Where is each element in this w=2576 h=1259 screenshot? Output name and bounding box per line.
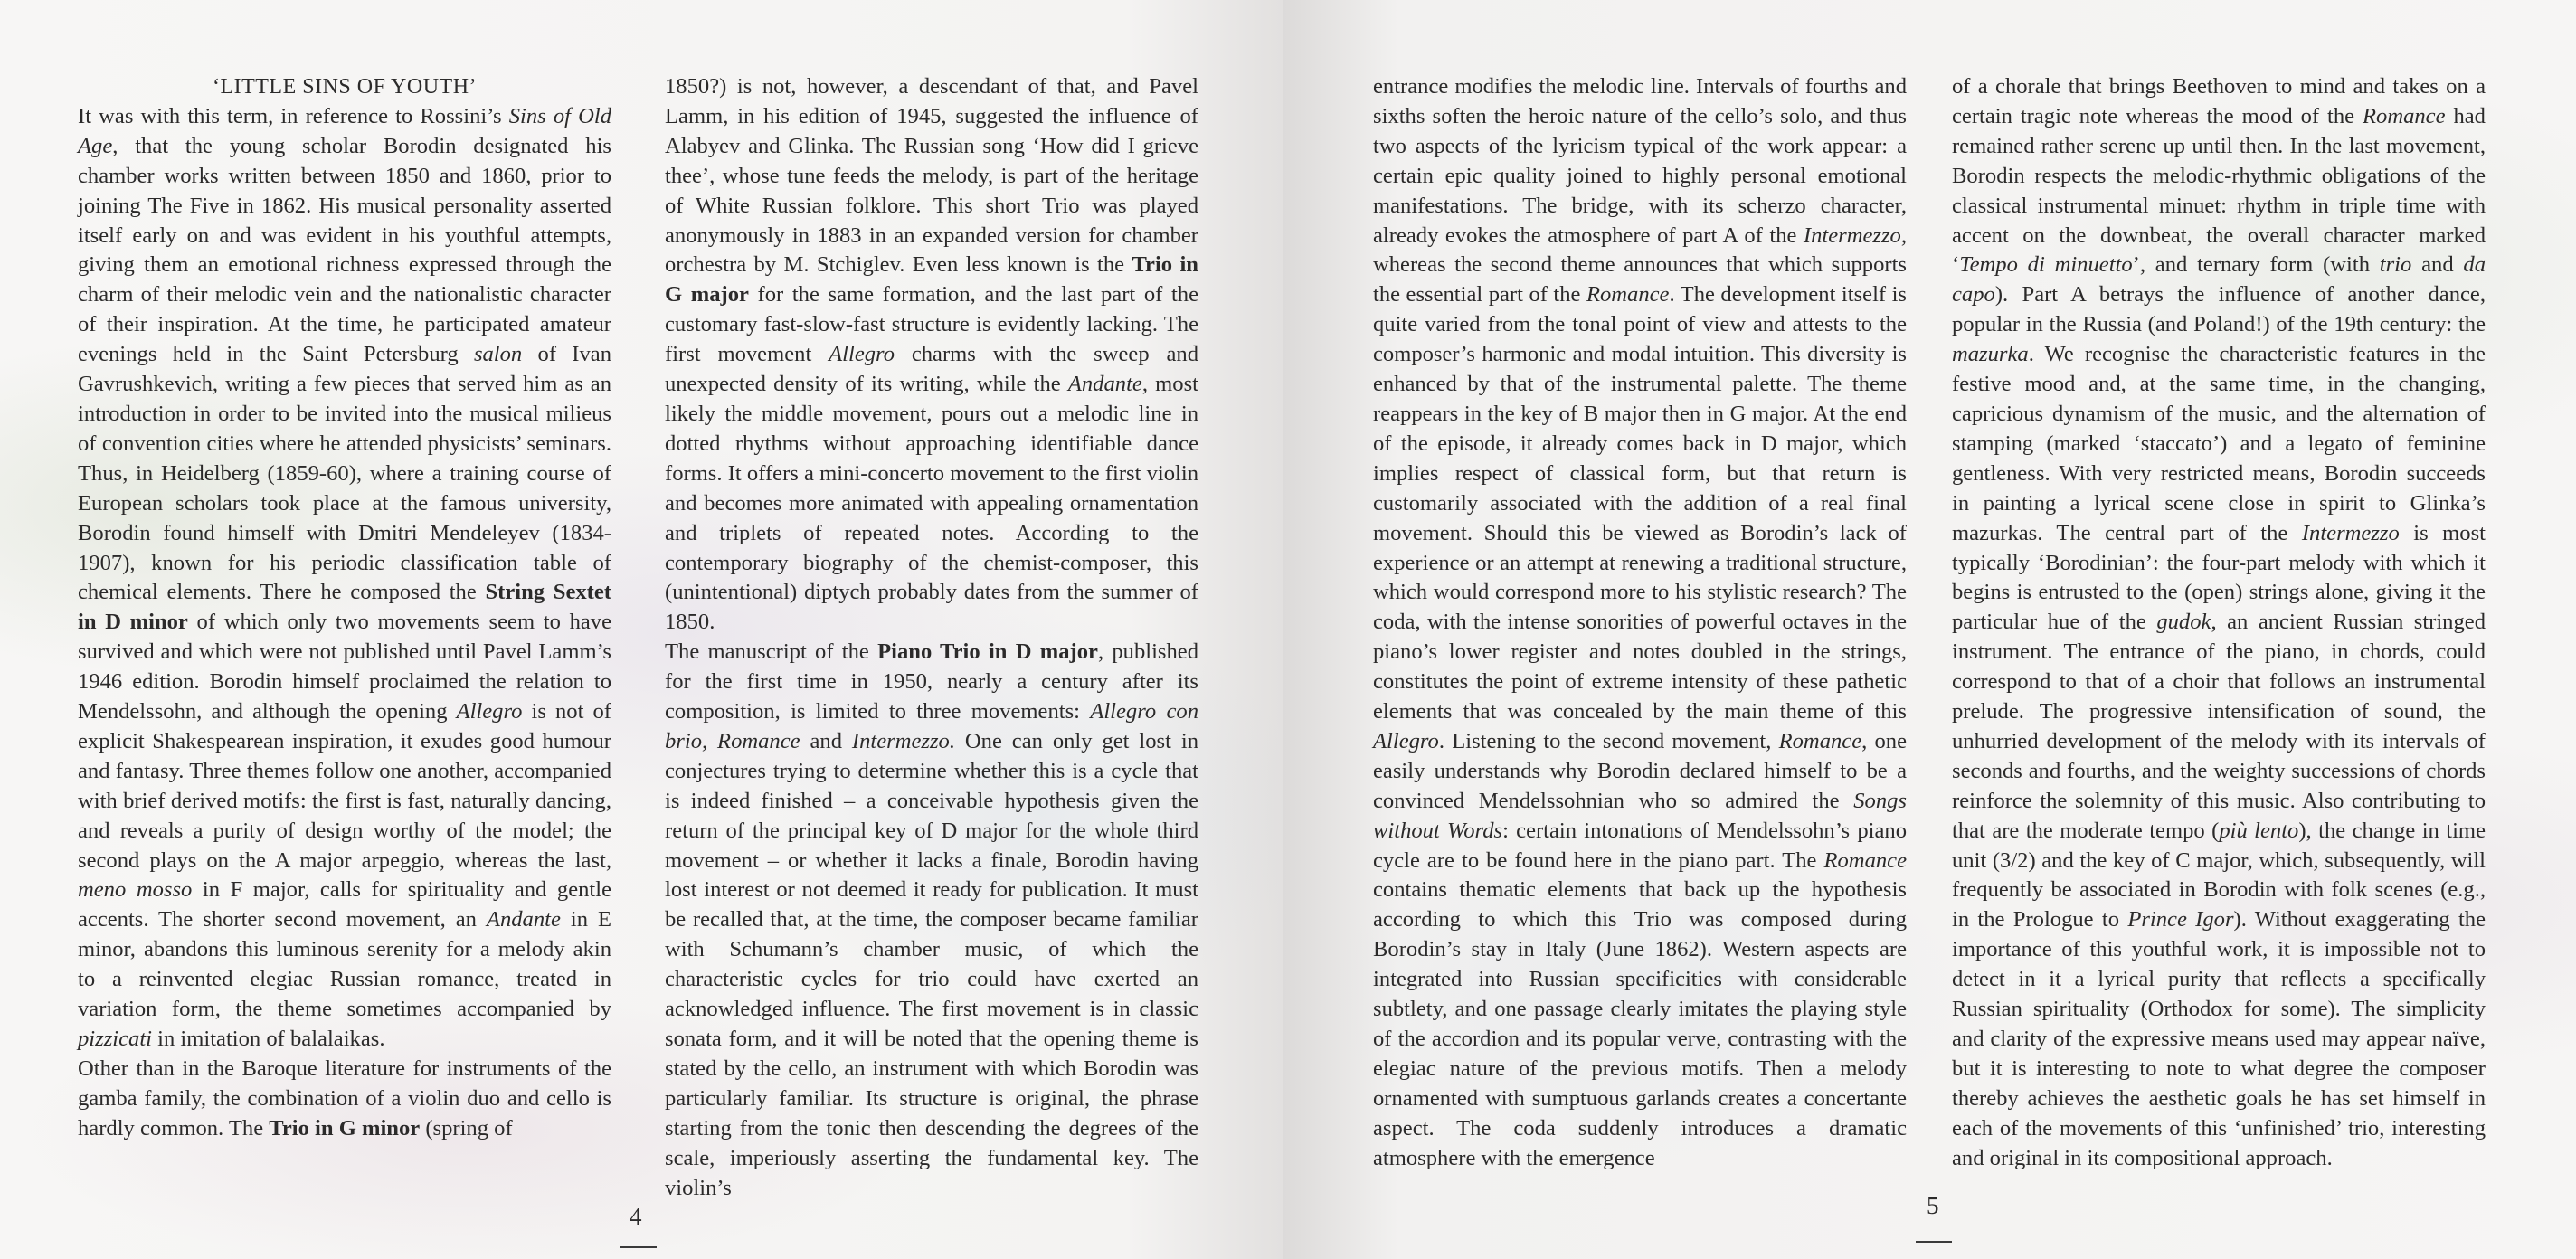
paragraph: It was with this term, in reference to Rossini’s Sins of Old Age, that the young scholar Borodin designated his chamber works written between 1850 and 1860, prior to joining The Five in 1862. His musical personality asserted itself early on and was evident in his youthful attempts, giving them an emotional richness expressed through the charm of their melodic vein and the nationalistic character of their inspiration. At the time, he participated amateur evenings held in the Saint Petersburg salon of Ivan Gavrushkevich, writing a few pieces that served him as an introduction in order to be invited into the musical milieus of convention cities where he attended physicists’ seminars. Thus, in Heidelberg (1859-60), where a training course of European scholars took place at the famous university, Borodin found himself with Dmitri Mendeleyev (1834-1907), known for his periodic classification table of chemical elements. There he composed the String Sextet in D minor of which only two movements seem to have survived and which were not published until Pavel Lamm’s 1946 edition. Borodin himself proclaimed the relation to Mendelssohn, and although the opening Allegro is not of explicit Shakespearean inspiration, it exudes good humour and fantasy. Three themes follow one another, accompanied with brief derived motifs: the first is fast, naturally dancing, and reveals a purity of design worthy of the model; the second plays on the A major arpeggio, whereas the last, meno mosso in F major, calls for spirituality and gentle accents. The shorter second movement, an Andante in E minor, abandons this luminous serenity for a melody akin to a reinvented elegiac Russian romance, treated in variation form, the theme sometimes accompanied by pizzicati in imitation of balalaikas. bbox=[78, 103, 612, 1051]
paragraph: entrance modifies the melodic line. Intervals of fourths and sixths soften the heroic nature of the cello’s solo, and thus two aspects of the lyricism typical of the work appear: a certain epic quality joined to highly personal emotional manifestations. The bridge, with its scherzo character, already evokes the atmosphere of part A of the Intermezzo, whereas the second theme announces that which supports the essential part of the Romance. The development itself is quite varied from the tonal point of view and attests to the composer’s harmonic and modal intuition. This diversity is enhanced by that of the instrumental palette. The theme reappears in the key of B major then in G major. At the end of the episode, it already comes back in D major, which implies respect of classical form, but that return is customarily associated with the addition of a real final movement. Should this be viewed as Borodin’s lack of experience or an attempt at renewing a traditional structure, which would correspond more to his stylistic research? The coda, with the intense sonorities of powerful octaves in the piano’s lower register and notes doubled in the strings, constitutes the point of extreme intensity of these pathetic elements that was concealed by the main theme of this Allegro. Listening to the second movement, Romance, one easily understands why Borodin declared himself to be a convinced Mendelssohnian who so admired the Songs without Words: certain intonations of Mendelssohn’s piano cycle are to be found here in the piano part. The Romance contains thematic elements that back up the hypothesis according to which this Trio was composed during Borodin’s stay in Italy (June 1862). Western aspects are integrated into Russian specificities with considerable subtlety, and one passage clearly imitates the playing style of the accordion and its popular verve, contrasting with the elegiac nature of the previous motifs. Then a melody ornamented with sumptuous garlands creates a concertante aspect. The coda suddenly introduces a dramatic atmosphere with the emergence bbox=[1373, 74, 1908, 1170]
column-3 bbox=[1373, 72, 1907, 1174]
page-number-rule bbox=[620, 1246, 657, 1248]
paragraph: 1850?) is not, however, a descendant of that, and Pavel Lamm, in his edition of 1945, suggested the influence of Alabyev and Glinka. The Russian song ‘How did I grieve thee’, whose tune feeds the melody, is part of the heritage of White Russian folklore. This short Trio was played anonymously in 1883 in an expanded version for chamber orchestra by M. Stchiglev. Even less known is the Trio in G major for the same formation, and the last part of the customary fast-slow-fast structure is evidently lacking. The first movement Allegro charms with the sweep and unexpected density of its writing, while the Andante, most likely the middle movement, pours out a melodic line in dotted rhythms without approaching identifiable dance forms. It offers a mini-concerto movement to the first violin and becomes more animated with appealing ornamentation and triplets of repeated notes. According to the contemporary biography of the chemist-composer, this (unintentional) diptych probably dates from the summer of 1850. bbox=[665, 74, 1198, 635]
paragraph: Other than in the Baroque literature for instruments of the gamba family, the combination of a violin duo and cello is hardly common. The Trio in G minor (spring of bbox=[78, 1055, 611, 1141]
column-2 bbox=[665, 72, 1198, 1203]
right-page bbox=[1283, 0, 2576, 1259]
page-number-rule bbox=[1916, 1241, 1952, 1243]
column-4 bbox=[1952, 72, 2486, 1174]
page-number: 4 bbox=[630, 1203, 642, 1230]
page-number: 5 bbox=[1927, 1192, 1939, 1219]
left-page bbox=[0, 0, 1283, 1259]
column-1 bbox=[78, 72, 611, 1144]
paragraph: of a chorale that brings Beethoven to mind and takes on a certain tragic note whereas the mood of the Romance had remained rather serene up until then. In the last movement, Borodin respects the melodic-rhythmic obligations of the classical instrumental minuet: rhythm in triple time with accent on the downbeat, the overall character marked ‘Tempo di minuetto’, and ternary form (with trio and da capo). Part A betrays the influence of another dance, popular in the Russia (and Poland!) of the 19th century: the mazurka. We recognise the characteristic features in the festive mood and, at the same time, in the changing, capricious dynamism of the music, and the alternation of stamping (marked ‘staccato’) and a legato of feminine gentleness. With very restricted means, Borodin succeeds in painting a lyrical scene close in spirit to Glinka’s mazurkas. The central part of the Intermezzo is most typically ‘Borodinian’: the four-part melody with which it begins is entrusted to the (open) strings alone, giving it the particular hue of the gudok, an ancient Russian stringed instrument. The entrance of the piano, in chords, could correspond to that of a choir that follows an instrumental prelude. The progressive intensification of sound, the unhurried development of the melody with its intervals of seconds and fourths, and the weighty successions of chords reinforce the solemnity of this music. Also contributing to that are the moderate tempo (più lento), the change in time unit (3/2) and the key of C major, which, subsequently, will frequently be associated in Borodin with folk scenes (e.g., in the Prologue to Prince Igor). Without exaggerating the importance of this youthful work, it is impossible not to detect in it a lyrical purity that reflects a specifically Russian spirituality (Orthodox for some). The simplicity and clarity of the expressive means used may appear naïve, but it is interesting to note to what degree the composer thereby achieves the aesthetic goals he has set himself in each of the movements of this ‘unfinished’ trio, interesting and original in its compositional approach. bbox=[1952, 74, 2486, 1170]
paragraph: The manuscript of the Piano Trio in D major, published for the first time in 1950, nearly a century after its composition, is limited to three movements: Allegro con brio, Romance and Intermezzo. One can only get lost in conjectures trying to determine whether this is a cycle that is indeed finished – a conceivable hypothesis given the return of the principal key of D major for the whole third movement – or whether it lacks a finale, Borodin having lost interest or not deemed it ready for publication. It must be recalled that, at the time, the composer became familiar with Schumann’s chamber music, of which the characteristic cycles for trio could have exerted an acknowledged influence. The first movement is in classic sonata form, and it will be noted that the opening theme is stated by the cello, an instrument with which Borodin was particularly familiar. Its structure is original, the phrase starting from the tonic then descending the degrees of the scale, imperiously asserting the fundamental key. The violin’s bbox=[665, 639, 1199, 1200]
section-heading: ‘LITTLE SINS OF YOUTH’ bbox=[212, 75, 478, 99]
